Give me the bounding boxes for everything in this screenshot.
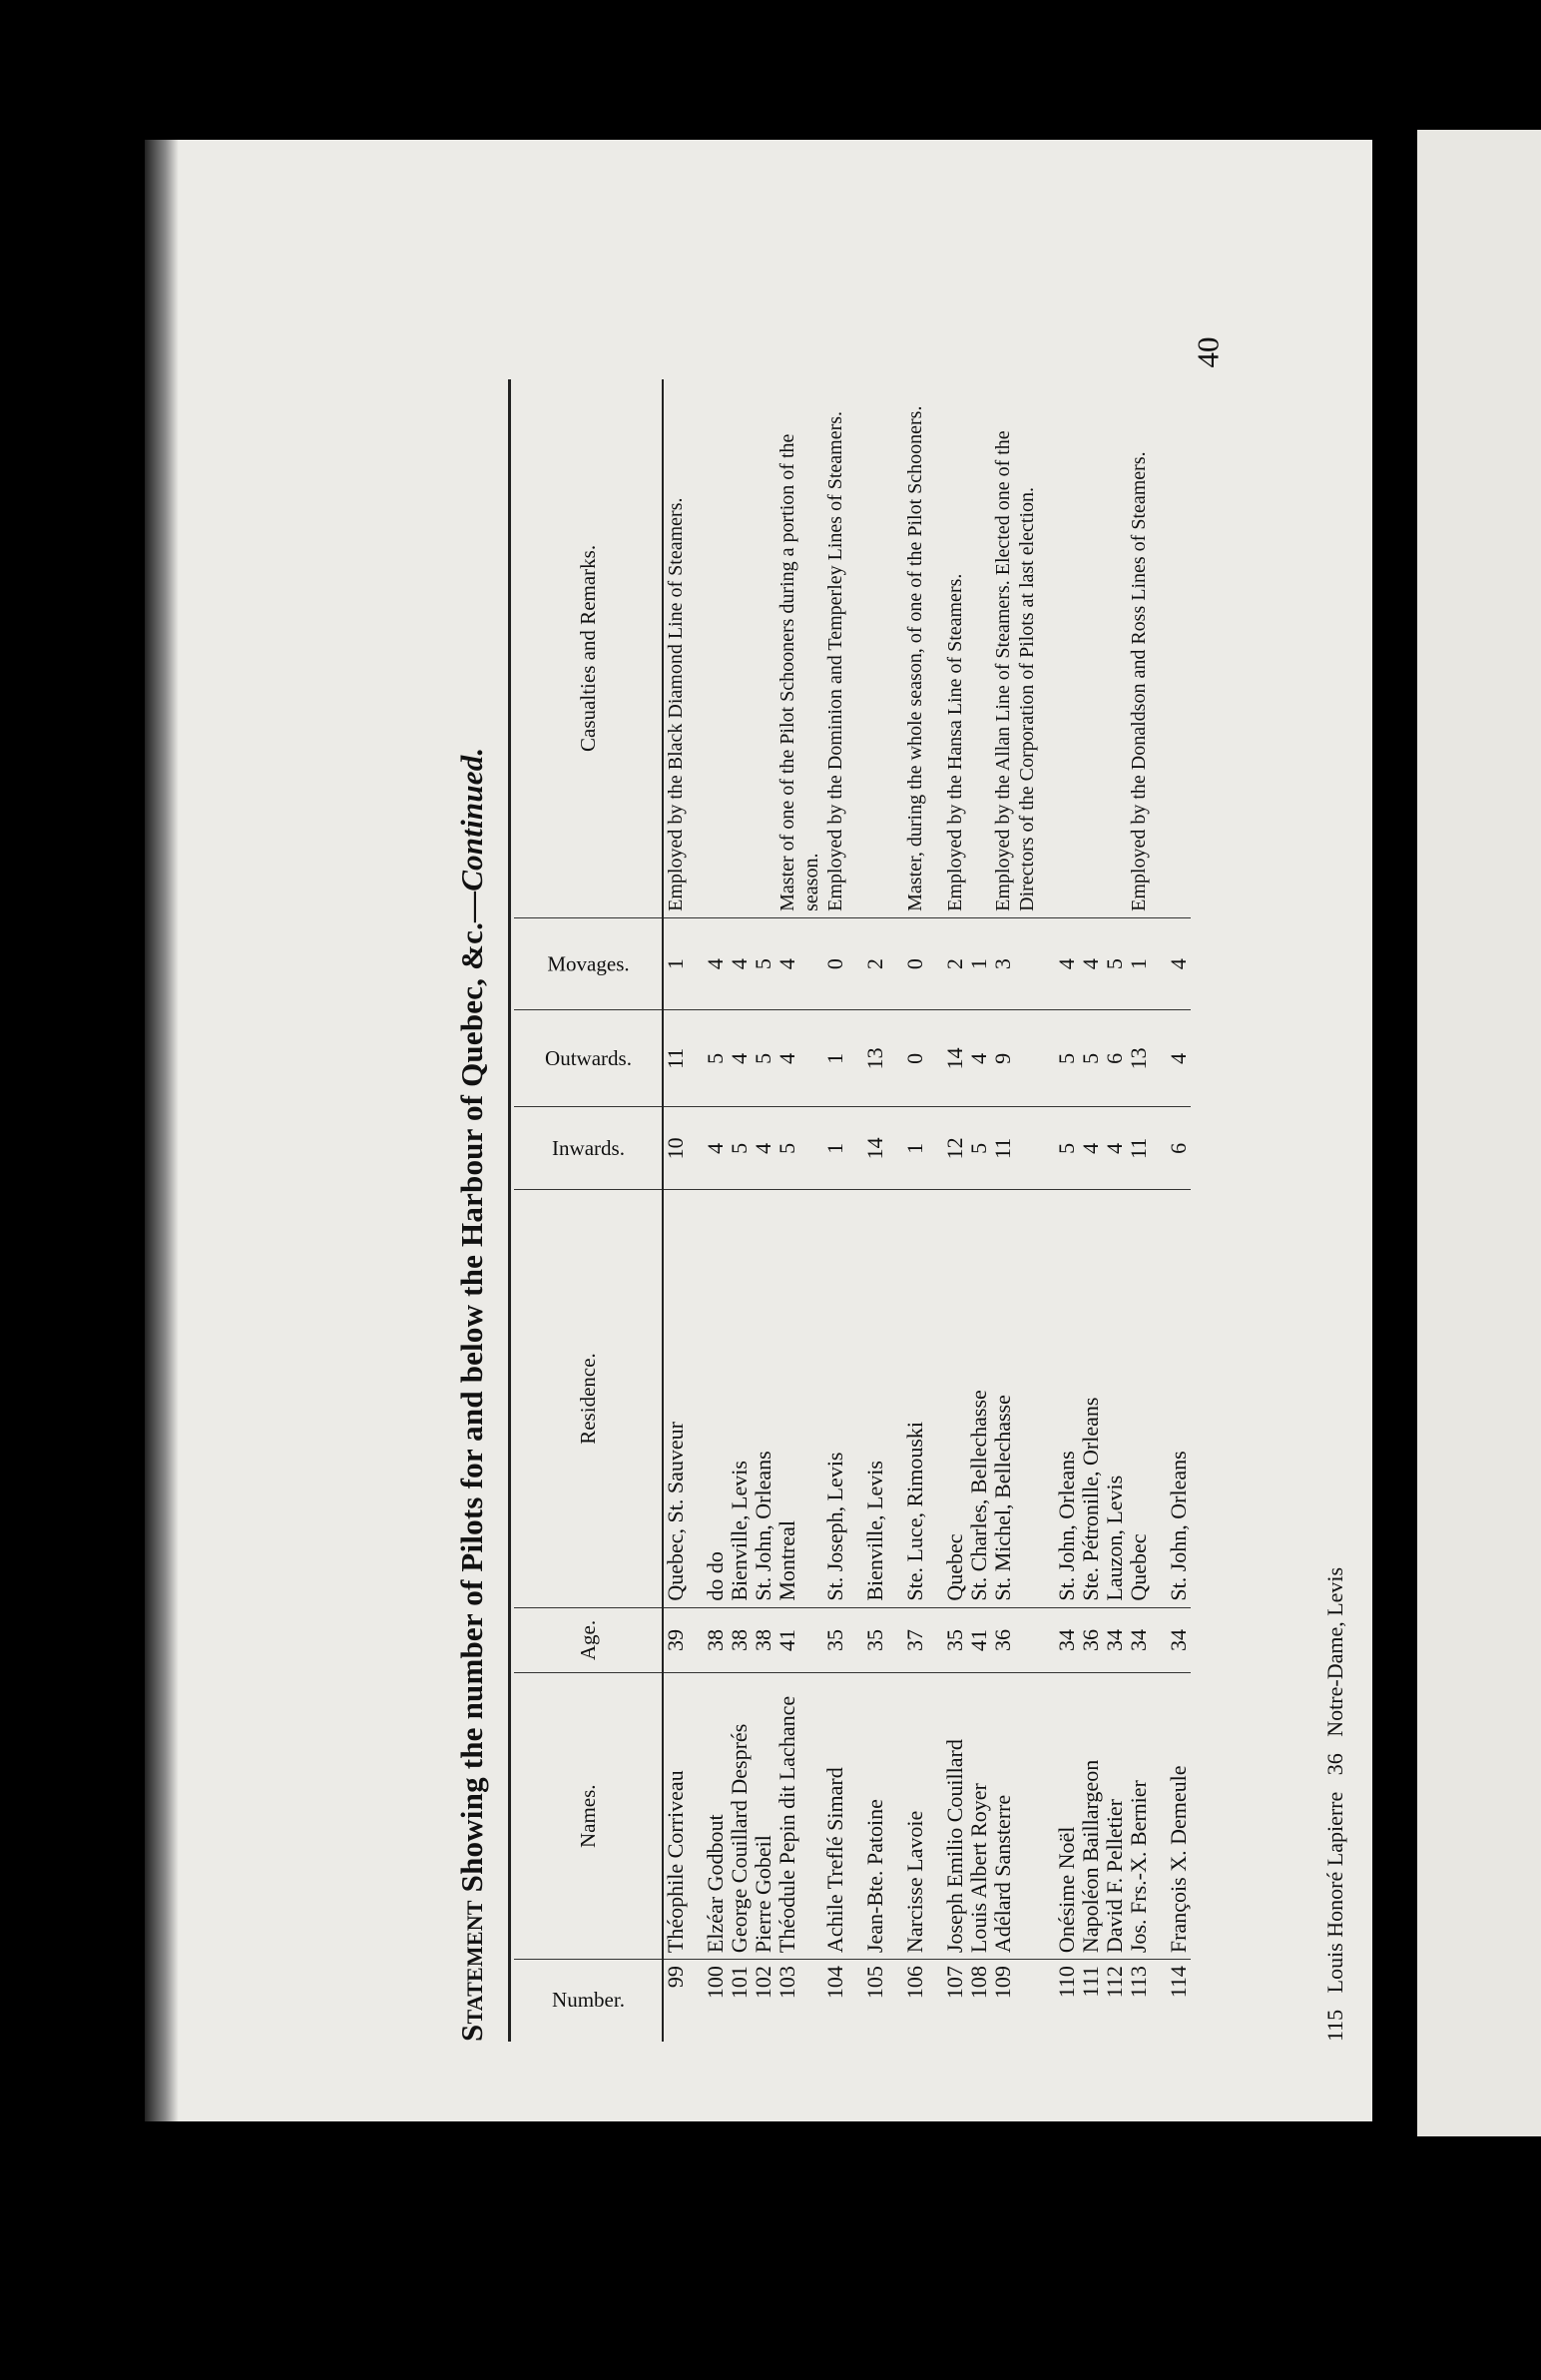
- pilot-residence: Quebec: [943, 1190, 967, 1607]
- inwards-count: 4: [1079, 1107, 1103, 1190]
- movages-count: 1: [967, 917, 991, 1009]
- inwards-count: 5: [775, 1107, 823, 1190]
- table-row: [663, 379, 688, 2042]
- pilot-remarks: [1055, 379, 1079, 917]
- pilot-age: 35: [863, 1607, 887, 1673]
- outwards-count: 14: [943, 1010, 967, 1107]
- pilot-name: Théodule Pepin dit Lachance: [775, 1673, 823, 1960]
- title-main: Showing the number of Pilots for and below the Harbour of Quebec, &c.—: [454, 891, 489, 1893]
- pilot-residence: Ste. Pétronille, Orleans: [1079, 1190, 1103, 1607]
- header-residence: Residence.: [514, 1190, 663, 1607]
- outwards-count: 4: [775, 1010, 823, 1107]
- pilot-residence: Bienville, Levis: [728, 1190, 752, 1607]
- pilot-name: David F. Pelletier: [1103, 1673, 1127, 1960]
- pilot-name: Onésime Noël: [1055, 1673, 1079, 1960]
- movages-count: 5: [1103, 917, 1127, 1009]
- pilot-name: Achile Treflé Simard: [823, 1673, 847, 1960]
- table-row: [1055, 379, 1079, 2042]
- outwards-count: 4: [967, 1010, 991, 1107]
- pilot-number: 100: [703, 1966, 728, 2000]
- movages-count: 1: [663, 917, 688, 1009]
- outwards-count: 5: [1055, 1010, 1079, 1107]
- table-row: [991, 379, 1039, 2042]
- pilot-name: George Couillard Després: [728, 1673, 752, 1960]
- pilot-name: Napoléon Baillargeon: [1079, 1673, 1103, 1960]
- movages-count: 5: [752, 917, 775, 1009]
- pilot-name: François X. Demeule: [1167, 1673, 1191, 1960]
- pilot-age: 37: [903, 1607, 927, 1673]
- pilot-age: 36: [1079, 1607, 1103, 1673]
- pilot-age: 39: [663, 1607, 688, 1673]
- pilot-residence: St. John, Orleans: [1167, 1190, 1191, 1607]
- inwards-count: 1: [823, 1107, 847, 1190]
- inwards-count: 4: [704, 1107, 728, 1190]
- movages-count: 4: [1079, 917, 1103, 1009]
- outwards-count: 4: [1167, 1010, 1191, 1107]
- movages-count: 0: [903, 917, 927, 1009]
- pilot-remarks: [1103, 379, 1127, 917]
- statement-title: [454, 379, 506, 2042]
- inwards-count: 11: [991, 1107, 1039, 1190]
- movages-count: 4: [704, 917, 728, 1009]
- pilot-residence: Bienville, Levis: [863, 1190, 887, 1607]
- pilot-age: 34: [1167, 1607, 1191, 1673]
- inwards-count: 12: [943, 1107, 967, 1190]
- pilot-remarks: Employed by the Allan Line of Steamers. Elected one of the Directors of the Corporation of Pilots at last election.: [991, 379, 1039, 917]
- movages-count: 3: [991, 917, 1039, 1009]
- table-row: [903, 379, 927, 2042]
- partial-row-residence: Notre-Dame, Levis: [1322, 1566, 1347, 1737]
- pilot-age: 38: [752, 1607, 775, 1673]
- pilot-age: 34: [1127, 1607, 1151, 1673]
- pilot-residence: St. John, Orleans: [1055, 1190, 1079, 1607]
- pilot-name: Louis Albert Royer: [967, 1673, 991, 1960]
- pilot-residence: St. Michel, Bellechasse: [991, 1190, 1039, 1607]
- inwards-count: 14: [863, 1107, 887, 1190]
- pilot-number: 109: [990, 1966, 1015, 2000]
- pilot-remarks: Employed by the Dominion and Temperley Lines of Steamers.: [823, 379, 847, 917]
- pilot-number: 105: [862, 1966, 887, 2000]
- pilot-number: 112: [1102, 1966, 1127, 1999]
- pilot-residence: St. Joseph, Levis: [823, 1190, 847, 1607]
- pilot-residence: do do: [704, 1190, 728, 1607]
- table-row: [752, 379, 775, 2042]
- outwards-count: 6: [1103, 1010, 1127, 1107]
- table-row: [1167, 379, 1191, 2042]
- top-rule: [508, 379, 511, 2042]
- outwards-count: 0: [903, 1010, 927, 1107]
- pilot-remarks: Employed by the Black Diamond Line of Steamers.: [663, 379, 688, 917]
- inwards-count: 5: [728, 1107, 752, 1190]
- pilot-name: Jean-Bte. Patoine: [863, 1673, 887, 1960]
- row-spacer: [1151, 379, 1167, 2042]
- pilot-number: 111: [1078, 1966, 1103, 1998]
- header-movages: Movages.: [514, 917, 663, 1009]
- partial-row-age: 36: [1322, 1753, 1347, 1776]
- table-row: [943, 379, 967, 2042]
- adjacent-page-edge: [1417, 130, 1541, 2136]
- rotated-statement: [454, 379, 1347, 2042]
- table-row: [967, 379, 991, 2042]
- pilot-remarks: Employed by the Hansa Line of Steamers.: [943, 379, 967, 917]
- pilot-age: 34: [1103, 1607, 1127, 1673]
- table-row: [728, 379, 752, 2042]
- title-prefix: Statement: [454, 1900, 489, 2042]
- pilot-age: 34: [1055, 1607, 1079, 1673]
- movages-count: 4: [728, 917, 752, 1009]
- table-row: [775, 379, 823, 2042]
- table-row: [863, 379, 887, 2042]
- pilot-age: 35: [823, 1607, 847, 1673]
- pilot-age: 38: [728, 1607, 752, 1673]
- pilot-number: 107: [942, 1966, 967, 2000]
- header-number: Number.: [514, 1960, 663, 2042]
- row-spacer: [688, 379, 704, 2042]
- inwards-count: 5: [1055, 1107, 1079, 1190]
- partial-row-name: Louis Honoré Lapierre: [1322, 1791, 1347, 1994]
- pilot-remarks: Master, during the whole season, of one of the Pilot Schooners.: [903, 379, 927, 917]
- header-outwards: Outwards.: [514, 1010, 663, 1107]
- pilot-residence: St. John, Orleans: [752, 1190, 775, 1607]
- pilot-name: Pierre Gobeil: [752, 1673, 775, 1960]
- pilot-remarks: [1079, 379, 1103, 917]
- header-inwards: Inwards.: [514, 1107, 663, 1190]
- pilot-number: 114: [1166, 1966, 1191, 1999]
- outwards-count: 13: [863, 1010, 887, 1107]
- pilot-name: Elzéar Godbout: [704, 1673, 728, 1960]
- page-number: 40: [1190, 336, 1226, 368]
- pilots-table: [514, 379, 1191, 2042]
- partial-next-row: [1322, 1567, 1348, 2042]
- pilot-name: Joseph Emilio Couillard: [943, 1673, 967, 1960]
- title-continued: Continued.: [454, 747, 489, 892]
- table-row: [1127, 379, 1151, 2042]
- outwards-count: 1: [823, 1010, 847, 1107]
- pilot-name: Adélard Sansterre: [991, 1673, 1039, 1960]
- inwards-count: 5: [967, 1107, 991, 1190]
- table-row: [1103, 379, 1127, 2042]
- pilot-residence: Lauzon, Levis: [1103, 1190, 1127, 1607]
- pilot-number: 113: [1126, 1966, 1151, 1999]
- pilot-number: 101: [727, 1966, 752, 2000]
- movages-count: 4: [1055, 917, 1079, 1009]
- outwards-count: 11: [663, 1010, 688, 1107]
- header-age: Age.: [514, 1607, 663, 1673]
- pilot-age: 36: [991, 1607, 1039, 1673]
- outwards-count: 13: [1127, 1010, 1151, 1107]
- pilot-residence: Quebec: [1127, 1190, 1151, 1607]
- movages-count: 4: [1167, 917, 1191, 1009]
- pilot-number: 103: [774, 1966, 799, 2000]
- partial-row-number: 115: [1322, 2009, 1347, 2042]
- pilot-remarks: Master of one of the Pilot Schooners during a portion of the season.: [775, 379, 823, 917]
- inwards-count: 1: [903, 1107, 927, 1190]
- pilot-name: Jos. Frs.-X. Bernier: [1127, 1673, 1151, 1960]
- row-spacer: [887, 379, 903, 2042]
- pilot-residence: Ste. Luce, Rimouski: [903, 1190, 927, 1607]
- pilot-name: Narcisse Lavoie: [903, 1673, 927, 1960]
- outwards-count: 5: [1079, 1010, 1103, 1107]
- pilot-age: 38: [704, 1607, 728, 1673]
- inwards-count: 10: [663, 1107, 688, 1190]
- outwards-count: 4: [728, 1010, 752, 1107]
- outwards-count: 5: [752, 1010, 775, 1107]
- inwards-count: 4: [1103, 1107, 1127, 1190]
- header-row: [514, 379, 663, 2042]
- pilot-number: 99: [663, 1966, 688, 1989]
- movages-count: 2: [863, 917, 887, 1009]
- pilot-number: 104: [822, 1966, 847, 2000]
- movages-count: 0: [823, 917, 847, 1009]
- header-remarks: Casualties and Remarks.: [514, 379, 663, 917]
- header-names: Names.: [514, 1673, 663, 1960]
- movages-count: 4: [775, 917, 823, 1009]
- row-spacer: [1039, 379, 1055, 2042]
- inwards-count: 6: [1167, 1107, 1191, 1190]
- outwards-count: 5: [704, 1010, 728, 1107]
- pilot-residence: Montreal: [775, 1190, 823, 1607]
- pilot-number: 102: [751, 1966, 775, 2000]
- pilot-age: 41: [775, 1607, 823, 1673]
- pilot-residence: Quebec, St. Sauveur: [663, 1190, 688, 1607]
- pilot-number: 108: [966, 1966, 991, 2000]
- pilot-age: 35: [943, 1607, 967, 1673]
- outwards-count: 9: [991, 1010, 1039, 1107]
- pilot-number: 110: [1054, 1966, 1079, 1999]
- pilot-remarks: [967, 379, 991, 917]
- inwards-count: 4: [752, 1107, 775, 1190]
- pilot-remarks: [704, 379, 728, 917]
- pilot-remarks: [752, 379, 775, 917]
- movages-count: 1: [1127, 917, 1151, 1009]
- pilot-name: Théophile Corriveau: [663, 1673, 688, 1960]
- row-spacer: [847, 379, 863, 2042]
- pilot-age: 41: [967, 1607, 991, 1673]
- movages-count: 2: [943, 917, 967, 1009]
- pilot-remarks: [1167, 379, 1191, 917]
- pilot-remarks: Employed by the Donaldson and Ross Lines of Steamers.: [1127, 379, 1151, 917]
- inwards-count: 11: [1127, 1107, 1151, 1190]
- pilot-remarks: [728, 379, 752, 917]
- table-row: [704, 379, 728, 2042]
- pilot-remarks: [863, 379, 887, 917]
- pilot-number: 106: [902, 1966, 927, 2000]
- table-row: [1079, 379, 1103, 2042]
- pilot-residence: St. Charles, Bellechasse: [967, 1190, 991, 1607]
- table-row: [823, 379, 847, 2042]
- row-spacer: [927, 379, 943, 2042]
